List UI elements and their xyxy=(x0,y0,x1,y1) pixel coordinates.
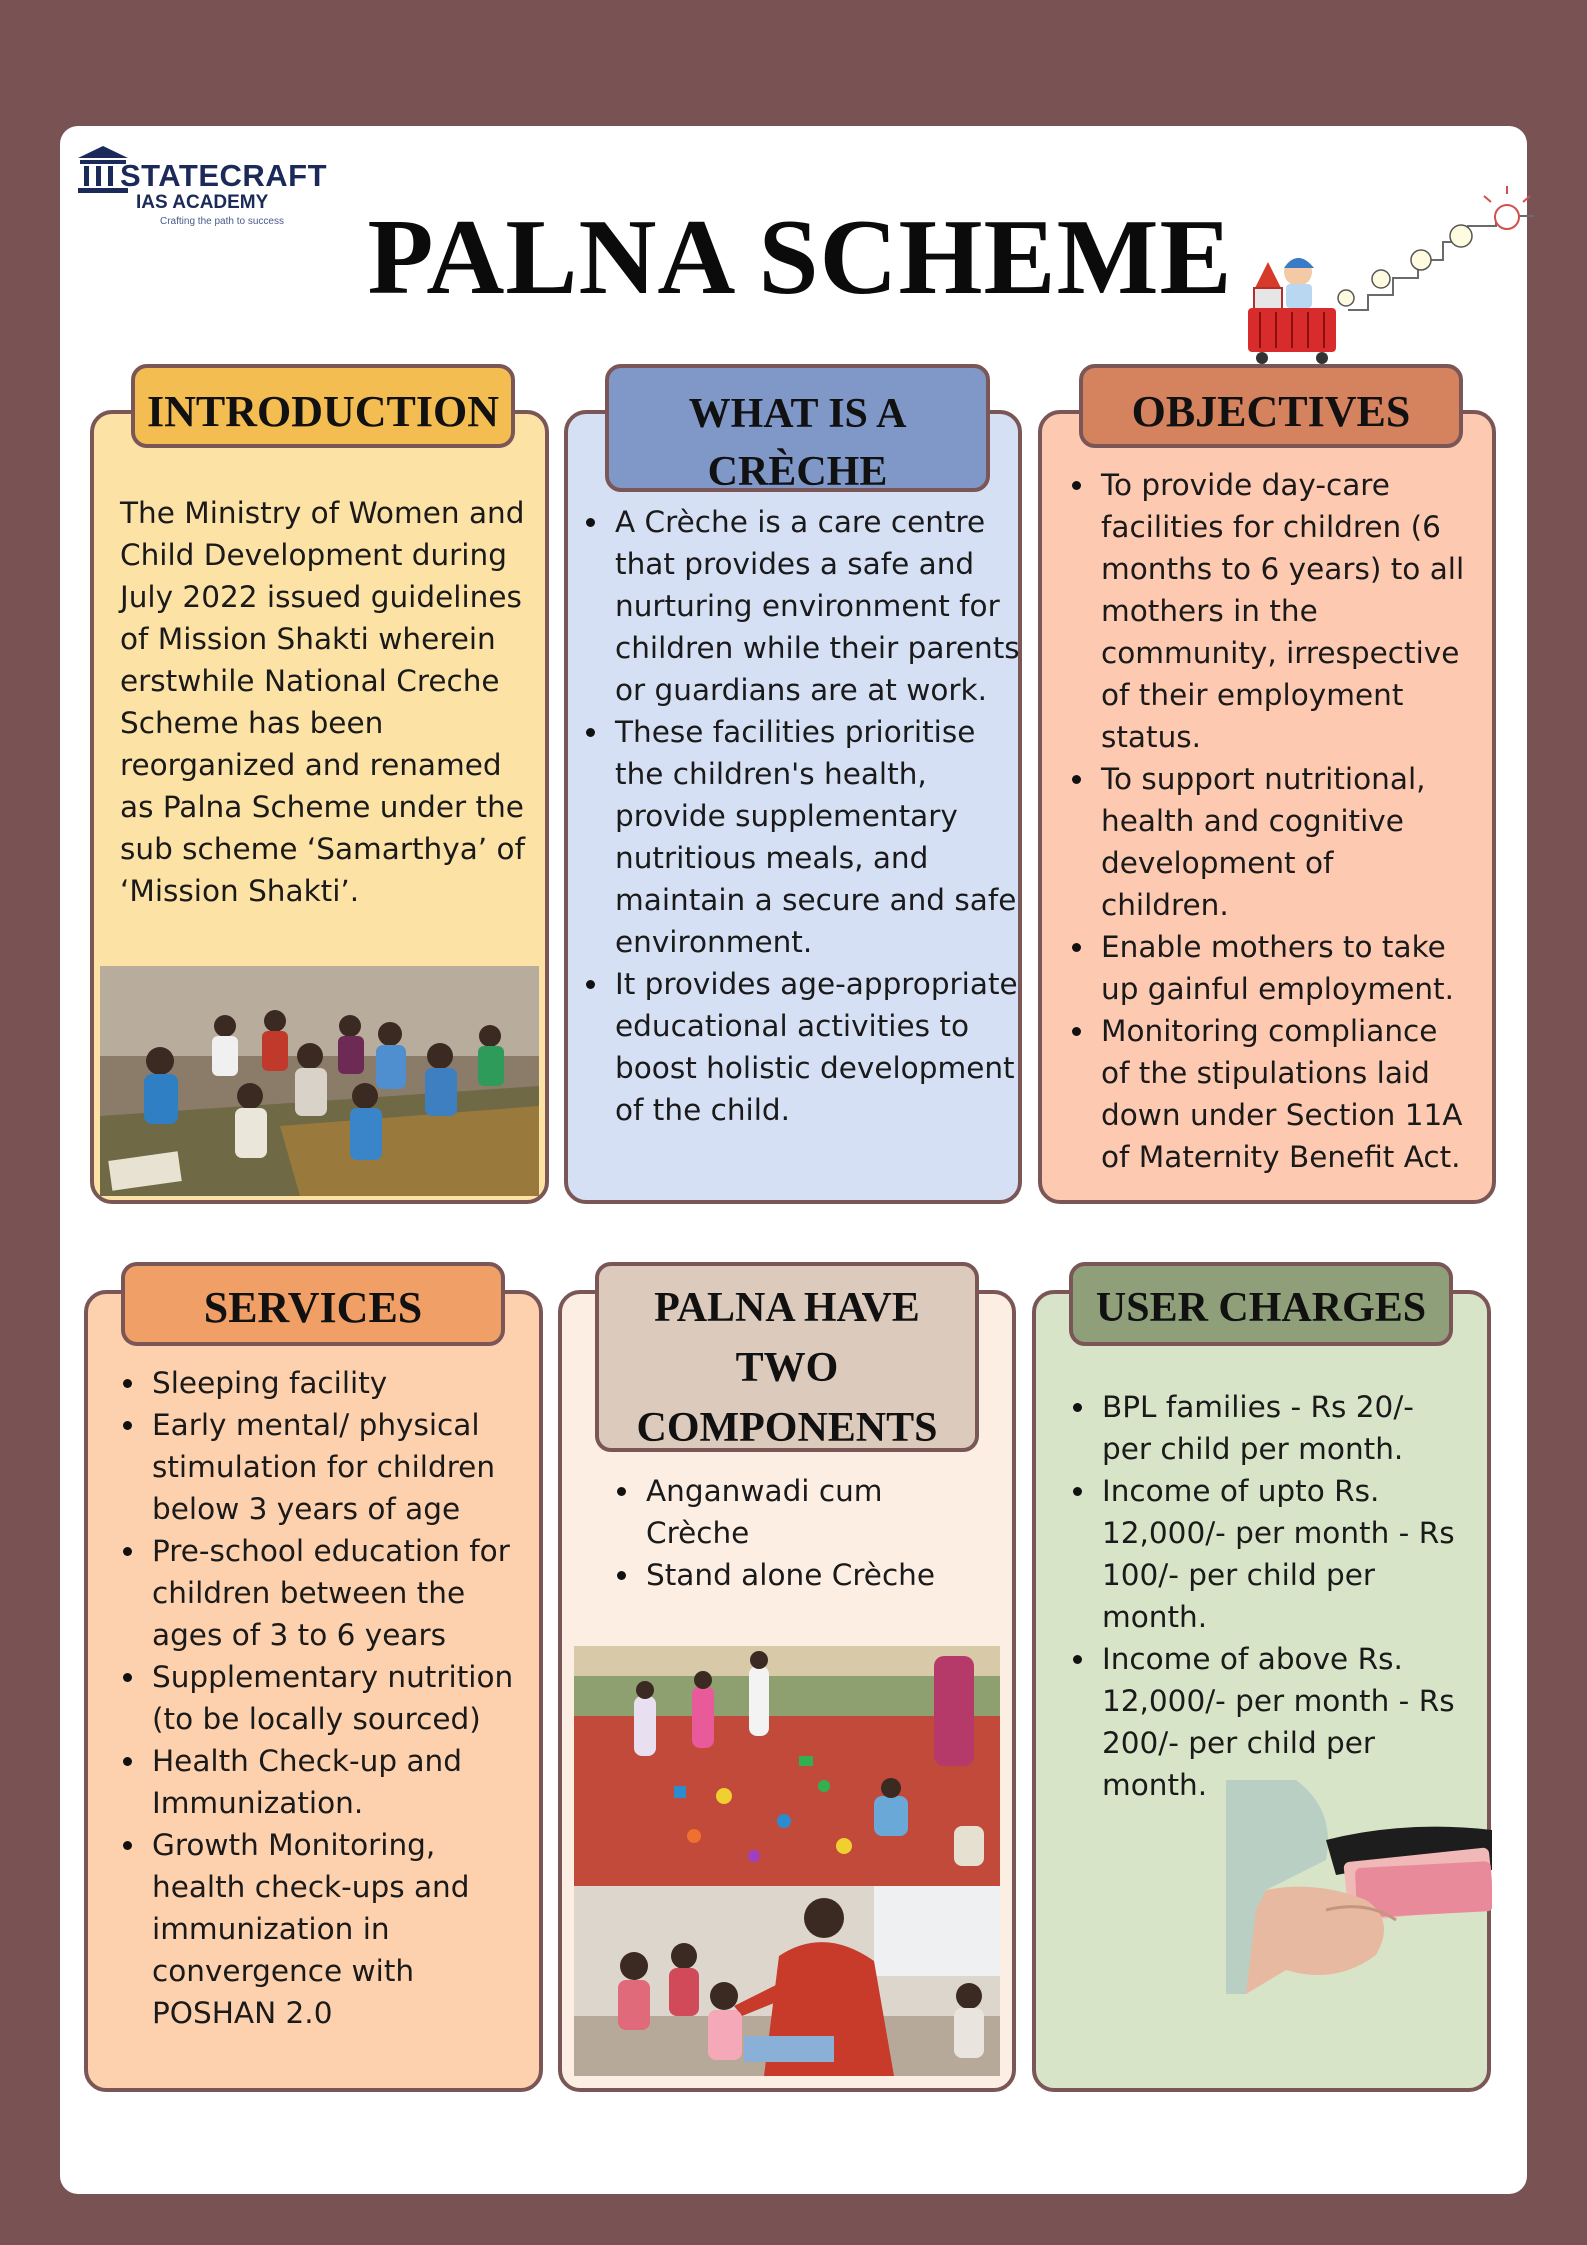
list-line: Stand alone Crèche xyxy=(646,1558,936,1592)
list-line: children while their parents xyxy=(615,631,1020,665)
list-line: Income of upto Rs. xyxy=(1102,1474,1380,1508)
list-line: Crèche xyxy=(646,1516,750,1550)
list-item xyxy=(121,1362,541,1404)
list-item xyxy=(121,1530,541,1656)
list-line: BPL families - Rs 20/- xyxy=(1102,1390,1414,1424)
list-line: environment. xyxy=(615,925,813,959)
introduction-heading-text: INTRODUCTION xyxy=(146,387,500,436)
list-line: Early mental/ physical xyxy=(152,1408,480,1442)
intro-line: sub scheme ‘Samarthya’ of xyxy=(120,832,525,866)
list-line: month. xyxy=(1102,1600,1208,1634)
list-line: ages of 3 to 6 years xyxy=(152,1618,446,1652)
list-line: month. xyxy=(1102,1768,1208,1802)
components-heading xyxy=(595,1262,979,1452)
list-line: below 3 years of age xyxy=(152,1492,461,1526)
list-item xyxy=(121,1740,541,1824)
list-line: Enable mothers to take xyxy=(1101,930,1446,964)
list-line: of Maternity Benefit Act. xyxy=(1101,1140,1461,1174)
list-item xyxy=(1070,464,1490,758)
logo-subtitle: IAS ACADEMY xyxy=(136,192,269,213)
intro-line: as Palna Scheme under the xyxy=(120,790,524,824)
objectives-heading xyxy=(1079,364,1463,448)
list-line: of the child. xyxy=(615,1093,791,1127)
list-item xyxy=(1070,926,1490,1010)
list-line: that provides a safe and xyxy=(615,547,975,581)
user-charges-heading-text: USER CHARGES xyxy=(1095,1285,1427,1331)
intro-line: The Ministry of Women and xyxy=(120,496,525,530)
list-line: Sleeping facility xyxy=(152,1366,388,1400)
intro-line: erstwhile National Creche xyxy=(120,664,500,698)
logo-tagline: Crafting the path to success xyxy=(160,216,284,227)
list-line: Immunization. xyxy=(152,1786,364,1820)
statecraft-logo[interactable] xyxy=(74,144,334,230)
list-item xyxy=(584,963,1024,1131)
page-title: PALNA SCHEME xyxy=(367,198,1233,317)
intro-line: July 2022 issued guidelines xyxy=(120,580,522,614)
list-line: children. xyxy=(1101,888,1229,922)
list-item xyxy=(121,1404,541,1530)
list-line: 12,000/- per month - Rs xyxy=(1102,1516,1455,1550)
services-heading xyxy=(121,1262,505,1346)
list-line: To provide day-care xyxy=(1101,468,1390,502)
list-line: down under Section 11A xyxy=(1101,1098,1463,1132)
list-line: up gainful employment. xyxy=(1101,972,1454,1006)
list-line: These facilities prioritise xyxy=(615,715,976,749)
list-line: months to 6 years) to all xyxy=(1101,552,1465,586)
user-charges-heading xyxy=(1069,1262,1453,1346)
list-item xyxy=(1070,1010,1490,1178)
services-heading-text: SERVICES xyxy=(203,1283,423,1332)
list-line: of the stipulations laid xyxy=(1101,1056,1430,1090)
list-line: the children's health, xyxy=(615,757,927,791)
user-charges-list xyxy=(1071,1386,1491,1806)
intro-line: ‘Mission Shakti’. xyxy=(120,874,360,908)
list-line: Supplementary nutrition xyxy=(152,1660,514,1694)
list-line: community, irrespective xyxy=(1101,636,1460,670)
services-list xyxy=(121,1362,541,2034)
intro-line: reorganized and renamed xyxy=(120,748,502,782)
list-line: Income of above Rs. xyxy=(1102,1642,1403,1676)
list-line: 100/- per child per xyxy=(1102,1558,1376,1592)
child-rocket-stairs-illustration xyxy=(1238,180,1534,370)
list-item xyxy=(121,1656,541,1740)
list-line: status. xyxy=(1101,720,1202,754)
list-line: or guardians are at work. xyxy=(615,673,987,707)
list-line: provide supplementary xyxy=(615,799,958,833)
list-line: immunization in xyxy=(152,1912,390,1946)
list-line: Anganwadi cum xyxy=(646,1474,883,1508)
list-item xyxy=(1071,1470,1491,1638)
list-line: Health Check-up and xyxy=(152,1744,462,1778)
list-item xyxy=(615,1554,995,1596)
wallet-money-hand-photo xyxy=(1226,1780,1492,1994)
list-line: per child per month. xyxy=(1102,1432,1404,1466)
classroom-children-photo xyxy=(100,966,539,1196)
list-item xyxy=(584,501,1024,711)
list-item xyxy=(615,1470,995,1554)
list-line: To support nutritional, xyxy=(1101,762,1426,796)
list-line: of their employment xyxy=(1101,678,1404,712)
list-line: POSHAN 2.0 xyxy=(152,1996,333,2030)
list-line: health check-ups and xyxy=(152,1870,470,1904)
list-line: health and cognitive xyxy=(1101,804,1404,838)
creche-heading-line: CRÈCHE xyxy=(707,449,888,495)
intro-line: of Mission Shakti wherein xyxy=(120,622,496,656)
list-line: maintain a secure and safe xyxy=(615,883,1017,917)
objectives-heading-text: OBJECTIVES xyxy=(1131,387,1411,436)
list-line: convergence with xyxy=(152,1954,415,1988)
intro-line: Scheme has been xyxy=(120,706,384,740)
list-line: nurturing environment for xyxy=(615,589,1000,623)
list-line: Monitoring compliance xyxy=(1101,1014,1438,1048)
creche-playroom-photo xyxy=(574,1646,1000,1886)
list-line: mothers in the xyxy=(1101,594,1318,628)
list-item xyxy=(121,1824,541,2034)
creche-list xyxy=(584,501,1024,1131)
intro-line: Child Development during xyxy=(120,538,507,572)
list-item xyxy=(1070,758,1490,926)
components-list xyxy=(615,1470,995,1596)
list-line: nutritious meals, and xyxy=(615,841,929,875)
list-line: (to be locally sourced) xyxy=(152,1702,481,1736)
components-heading-line: PALNA HAVE xyxy=(654,1285,920,1331)
creche-heading xyxy=(605,364,990,495)
list-item xyxy=(584,711,1024,963)
list-line: boost holistic development xyxy=(615,1051,1015,1085)
introduction-heading xyxy=(131,364,515,448)
list-line: Pre-school education for xyxy=(152,1534,510,1568)
components-heading-line: TWO xyxy=(735,1345,839,1391)
list-line: A Crèche is a care centre xyxy=(615,505,986,539)
objectives-list xyxy=(1070,464,1490,1178)
list-line: 12,000/- per month - Rs xyxy=(1102,1684,1455,1718)
list-line: facilities for children (6 xyxy=(1101,510,1441,544)
list-line: 200/- per child per xyxy=(1102,1726,1376,1760)
list-line: Growth Monitoring, xyxy=(152,1828,436,1862)
list-line: It provides age-appropriate xyxy=(615,967,1018,1001)
list-line: development of xyxy=(1101,846,1334,880)
logo-name: STATECRAFT xyxy=(120,158,328,193)
list-item xyxy=(1071,1386,1491,1470)
list-line: educational activities to xyxy=(615,1009,970,1043)
list-line: children between the xyxy=(152,1576,466,1610)
components-heading-line: COMPONENTS xyxy=(636,1405,938,1451)
creche-heading-line: WHAT IS A xyxy=(688,391,907,437)
creche-caregiver-photo xyxy=(574,1886,1000,2076)
list-line: stimulation for children xyxy=(152,1450,496,1484)
introduction-text xyxy=(120,492,540,912)
